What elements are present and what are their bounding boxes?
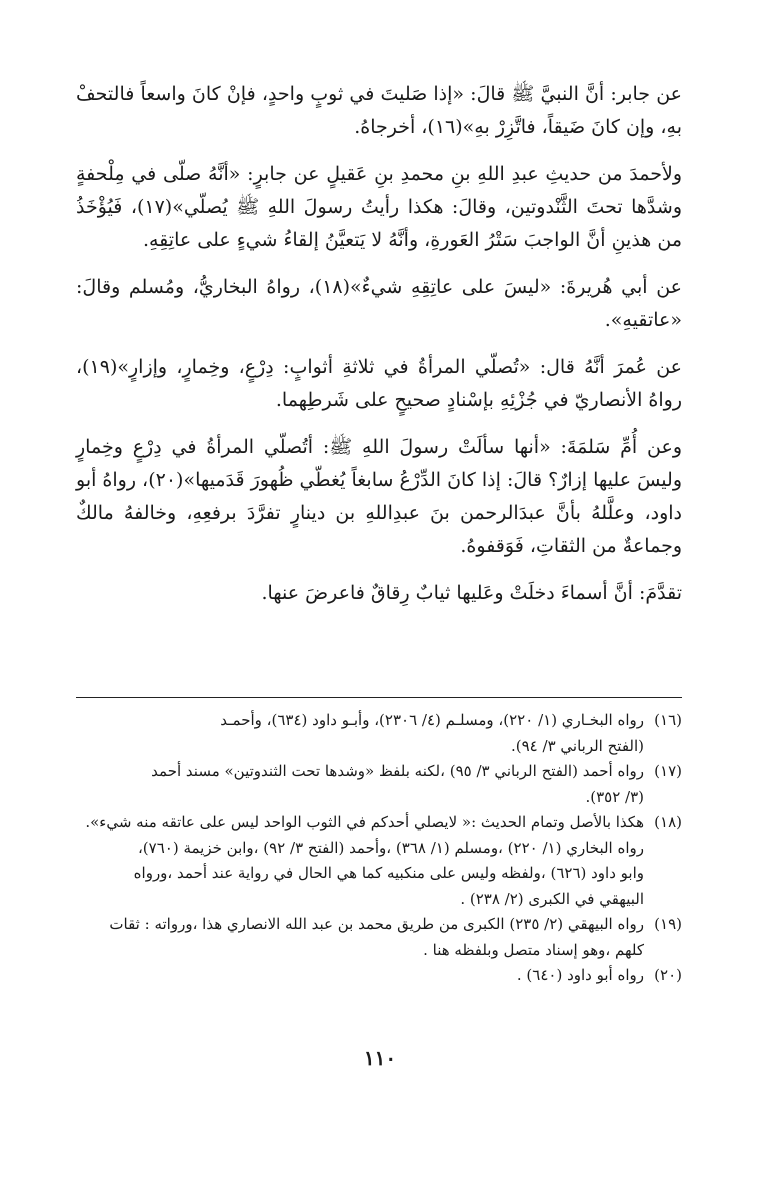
footnote-18 — [76, 810, 682, 912]
main-text — [76, 78, 682, 624]
footnote-19 — [76, 912, 682, 963]
footnote-divider — [76, 697, 682, 698]
paragraph-jabir: عن جابر: أنَّ النبيَّ ﷺ قالَ: «إذا صَليتَ في ثوبٍ واحدٍ، فإنْ كانَ واسعاً فالتحفْ بهِ، وإن كانَ ضَيقاً، فاتَّزِرْ بهِ»(١٦)، أخرجاهُ. — [76, 83, 682, 138]
footnote-number: (١٧) — [654, 762, 682, 780]
footnote-line: (٣/ ٣٥٢). — [585, 787, 644, 806]
paragraph-asma: تقدَّمَ: أنَّ أسماءَ دخلَتْ وعَليها ثيابٌ رِقاقٌ فاعرضَ عنها. — [261, 582, 682, 604]
footnote-number: (٢٠) — [654, 966, 682, 984]
footnotes — [76, 708, 682, 989]
footnote-line: (الفتح الرباني ٣/ ٩٤). — [511, 736, 644, 755]
paragraph-umar: عن عُمرَ أنَّهُ قال: «تُصلّي المرأةُ في ثلاثةِ أثوابٍ: دِرْعٍ، وخِمارٍ، وإزارٍ»(١٩)، رواهُ الأنصاريّ في جُزْئِهِ بإسْنادٍ صحيحٍ على شَرطِهما. — [76, 356, 682, 411]
paragraph-umm-salama: وعن أُمِّ سَلمَةَ: «أنها سألَتْ رسولَ اللهِ ﷺ: أتُصلّي المرأةُ في دِرْعٍ وخِمارٍ وليسَ عليها إزارٌ؟ قالَ: إذا كانَ الدِّرْعُ سابغاً يُغطّي ظُهورَ قَدَميها»(٢٠)، رواهُ أبو داود، وعلَّلهُ بأنَّ عبدَالرحمن بنَ عبدِاللهِ بن دينارٍ تفرَّدَ برفعِهِ، وخالفهُ مالكٌ وجماعةٌ من الثقاتِ، فَوَقفوهُ. — [76, 436, 682, 557]
footnote-20 — [76, 963, 682, 989]
paragraph-abu-hurayra: عن أبي هُريرةَ: «ليسَ على عاتِقِهِ شيءٌ»(١٨)، رواهُ البخاريُّ، ومُسلم وقالَ: «عاتقيهِ». — [76, 276, 682, 331]
footnote-16 — [76, 708, 682, 759]
footnote-line: رواه البيهقي (٢/ ٢٣٥) الكبرى من طريق محمد بن عبد الله الانصاري هذا ،ورواته : ثقات — [109, 915, 644, 933]
footnote-line: كلهم ،وهو إسناد متصل وبلفظه هنا . — [423, 940, 644, 959]
footnote-line: وابو داود (٦٢٦) ،ولفظه وليس على منكبيه كما هي الحال في رواية عند أحمد ،ورواه — [133, 864, 644, 882]
footnote-line: رواه البخـاري (١/ ٢٢٠)، ومسلـم (٤/ ٢٣٠٦)، وأبـو داود (٦٣٤)، وأحمـد — [220, 711, 644, 729]
footnote-line: هكذا بالأصل وتمام الحديث :« لايصلي أحدكم في الثوب الواحد ليس على عاتقه منه شيء». — [85, 813, 644, 831]
footnote-number: (١٦) — [654, 711, 682, 729]
page-number: ١١٠ — [363, 1046, 397, 1070]
footnote-line: رواه أبو داود (٦٤٠) . — [516, 966, 644, 984]
footnote-number: (١٨) — [654, 813, 682, 831]
footnote-line: رواه البخاري (١/ ٢٢٠) ،ومسلم (١/ ٣٦٨) ،وأحمد (الفتح ٣/ ٩٢) ،وابن خزيمة (٧٦٠)، — [137, 838, 644, 857]
footnote-number: (١٩) — [654, 915, 682, 933]
footnote-line: رواه أحمد (الفتح الرباني ٣/ ٩٥) ،لكنه بلفظ «وشدها تحت الثندوتين» مسند أحمد — [151, 762, 644, 780]
footnote-17 — [76, 759, 682, 810]
footnote-line: البيهقي في الكبرى (٢/ ٢٣٨) . — [460, 889, 644, 908]
paragraph-ahmad: ولأحمدَ من حديثِ عبدِ اللهِ بنِ محمدِ بنِ عَقيلٍ عن جابرٍ: «أنَّهُ صلّى في مِلْحفةٍ وشدَّها تحتَ الثَّنْدوتين، وقالَ: هكذا رأيتُ رسولَ اللهِ ﷺ يُصلّي»(١٧)، فَيُؤْخَذُ من هذينِ أنَّ الواجبَ سَتْرُ العَورةِ، وأنَّهُ لا يَتعيَّنُ إلقاءُ شيءٍ على عاتِقِهِ. — [76, 163, 682, 251]
